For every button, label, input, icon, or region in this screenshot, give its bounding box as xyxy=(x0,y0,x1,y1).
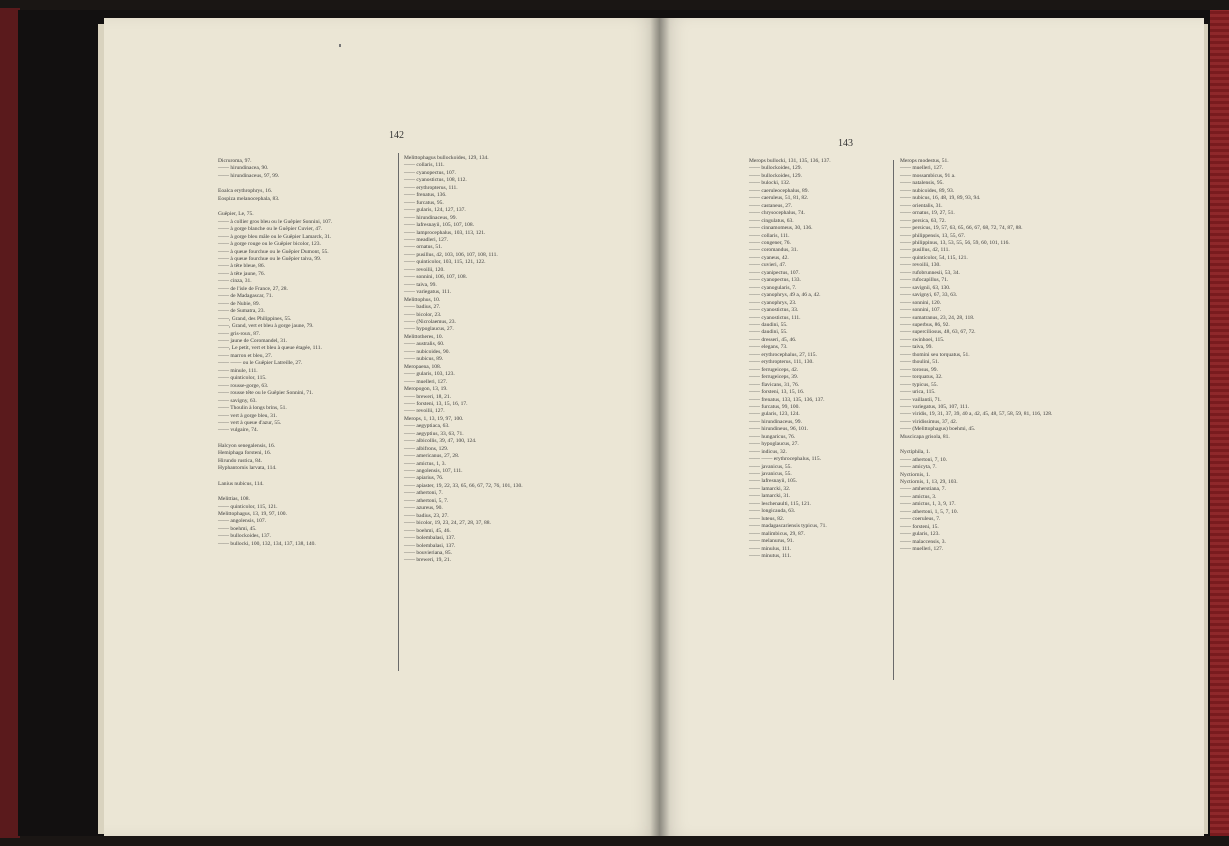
index-entry: Melittophagus, 13, 19, 97, 100. xyxy=(218,511,287,518)
index-entry: —— nubicoides, 89, 93. xyxy=(900,187,955,194)
index-entry: —— vert à gorge bleu, 31. xyxy=(218,412,278,419)
index-entry: ——, Grand, des Philippines, 55. xyxy=(218,315,292,322)
index-entry: —— cinza, 31. xyxy=(218,278,252,285)
index-entry: —— amictus, 1, 3. xyxy=(404,460,446,467)
paper-speck xyxy=(339,44,341,47)
index-entry: —— frenatus, 136. xyxy=(404,192,447,199)
index-entry: —— —— erythrocephalus, 115. xyxy=(749,456,822,463)
index-entry: —— hirundinacea, 90. xyxy=(218,165,269,172)
index-entry: —— athertoni, 7. xyxy=(404,490,443,497)
index-entry: —— à tête jaune, 76. xyxy=(218,270,266,277)
index-entry: —— luteus, 82. xyxy=(749,515,785,522)
index-entry: —— bicolor, 23. xyxy=(404,311,442,318)
index-entry: —— boehmi, 45, 46. xyxy=(404,527,451,534)
index-entry: —— vert à queue d'azur, 55. xyxy=(218,419,282,426)
index-entry: —— jaune de Coromandel, 31. xyxy=(218,337,288,344)
index-entry: —— —— ou le Guêpier Latreille, 27. xyxy=(218,360,303,367)
index-entry: —— torosus, 99. xyxy=(900,366,938,373)
index-entry: —— muelleri, 127. xyxy=(900,165,944,172)
index-entry: —— lamarcki, 31. xyxy=(749,493,791,500)
index-entry: —— rousse tête ou le Guêpier Sonnini, 71. xyxy=(218,390,314,397)
index-entry: —— forsteni, 13, 15, 16, 17. xyxy=(404,400,468,407)
index-entry: —— natalensis, 95. xyxy=(900,180,944,187)
index-entry: —— taiva, 99. xyxy=(900,344,933,351)
index-entry: —— americanus, 27, 28. xyxy=(404,453,460,460)
index-entry: —— swinhoei, 115. xyxy=(900,336,945,343)
index-entry: —— variegatus, 111. xyxy=(404,289,451,296)
index-entry: Eospiza melanocephala, 83. xyxy=(218,195,280,202)
index-entry: —— minutus, 111. xyxy=(749,553,792,560)
index-entry: —— à gorge rouge ou le Guêpier bicolor, 123. xyxy=(218,241,321,248)
index-entry: —— coromandus, 31. xyxy=(749,247,798,254)
index-entry: —— erythrocephalus, 27, 115. xyxy=(749,351,817,358)
index-entry: Nyctiphila, 1. xyxy=(900,449,931,456)
index-entry: —— ornatus, 51. xyxy=(404,244,443,251)
index-entry: —— athertoni, 1, 5, 7, 10. xyxy=(900,508,959,515)
index-entry: —— athertoni, 7, 10. xyxy=(900,456,948,463)
index-entry: —— philippensis, 13, 55, 67. xyxy=(900,232,966,239)
index-entry: —— thomini seu torquatus, 51. xyxy=(900,351,970,358)
index-entry: —— nubicoides, 90. xyxy=(404,348,450,355)
index-entry: Meropogon, 13, 19. xyxy=(404,386,448,393)
index-entry: —— gularis, 123. xyxy=(900,531,940,538)
index-entry: —— apiarius, 76. xyxy=(404,475,444,482)
index-entry: —— daudini, 55. xyxy=(749,329,788,336)
index-entry: —— revoilii, 127. xyxy=(404,408,445,415)
index-entry: Nyctiornis, 1, 13, 29, 103. xyxy=(900,479,958,486)
index-entry: —— nubicus, 16, 48, 19, 89, 93, 94. xyxy=(900,195,981,202)
index-entry: —— hungaricus, 76. xyxy=(749,433,796,440)
index-entry: —— erythropterus, 111. xyxy=(404,184,458,191)
index-entry: —— torquatus, 32. xyxy=(900,374,943,381)
index-entry: —— sonnini, 120. xyxy=(900,299,941,306)
index-entry: —— taiva, 99. xyxy=(404,281,437,288)
index-gap xyxy=(900,441,1052,449)
index-entry: —— pusillus, 42, 111. xyxy=(900,247,950,254)
index-entry: —— bicolor, 19, 23, 24, 27, 28, 37, 88. xyxy=(404,520,491,527)
index-entry: —— à queue fourchue ou le Guêpier Dumont, 55. xyxy=(218,248,329,255)
index-entry: —— chrysocephalus, 74. xyxy=(749,210,805,217)
index-entry: —— hirundinaceus, 99. xyxy=(404,214,457,221)
index-entry: —— gularis, 123, 124. xyxy=(749,411,800,418)
index-entry: —— (Nicrolaemus, 23. xyxy=(404,318,456,325)
index-entry: —— de l'isle de France, 27, 28. xyxy=(218,285,288,292)
index-entry: Melittias, 108. xyxy=(218,496,250,503)
index-entry: ——, Grand, vert et bleu à gorge jaune, 79. xyxy=(218,323,314,330)
index-entry: —— elegans, 73. xyxy=(749,344,788,351)
index-entry: —— mossambicus, 91 a. xyxy=(900,172,956,179)
index-entry: Meropaena, 108. xyxy=(404,363,442,370)
index-gap xyxy=(218,473,332,481)
index-entry: Hirundo rustica, 84. xyxy=(218,457,262,464)
index-entry: —— javanicus, 55. xyxy=(749,471,792,478)
index-entry: —— boehmi, 45. xyxy=(218,525,257,532)
index-entry: —— hypoglaucus, 27. xyxy=(404,326,454,333)
index-entry: —— indicus, 32. xyxy=(749,448,787,455)
index-entry: Nyctiornis, 1. xyxy=(900,471,931,478)
index-entry: —— furcatus, 95. xyxy=(404,199,444,206)
index-entry: —— marron et bleu, 27. xyxy=(218,352,273,359)
index-entry: —— variegatus, 105, 107, 111. xyxy=(900,403,969,410)
index-entry: Merops bullocki, 131, 135, 136, 137. xyxy=(749,158,831,164)
left-page xyxy=(104,18,660,836)
index-entry: —— persica, 63, 72. xyxy=(900,217,946,224)
index-entry: —— ferrugeiceps, 39. xyxy=(749,374,799,381)
index-entry: —— superciliosus, 48, 63, 67, 72. xyxy=(900,329,976,336)
index-entry: Merops modestus, 51. xyxy=(900,158,949,164)
index-entry: —— de Madagascar, 71. xyxy=(218,293,273,300)
index-entry: —— viridis, 19, 31, 37, 39, 40 a, 42, 45, 48, 57, 58, 59, 81, 116, 128. xyxy=(900,411,1053,418)
left-page-index-column-2 xyxy=(404,155,523,565)
index-entry: —— lafresnayii, 105, 107, 108. xyxy=(404,222,474,229)
index-entry: —— à tête bleue, 86. xyxy=(218,263,266,270)
index-entry: —— minule, 111. xyxy=(218,367,258,374)
index-entry: —— bullockoides, 129. xyxy=(749,165,802,172)
index-entry: —— orientalis, 31. xyxy=(900,202,943,209)
book-cover-left xyxy=(0,8,20,838)
index-entry: —— erythropterus, 111, 130. xyxy=(749,359,814,366)
index-entry: —— albicollis, 39, 47, 100, 124. xyxy=(404,438,477,445)
index-entry: —— ornatus, 19, 27, 51. xyxy=(900,210,955,217)
index-entry: —— gris-roux, 87. xyxy=(218,330,261,337)
index-entry: —— typicus, 55. xyxy=(900,381,938,388)
index-entry: —— persicus, 19, 57, 63, 65, 66, 67, 68, 72, 74, 87, 88. xyxy=(900,225,1023,232)
index-entry: —— badius, 23, 27. xyxy=(404,512,449,519)
index-entry: —— furcatus, 99, 100. xyxy=(749,403,800,410)
index-entry: —— hirundinaceus, 99. xyxy=(749,418,802,425)
index-entry: Lanius nubicus, 114. xyxy=(218,480,264,487)
index-entry: Melittotheres, 10. xyxy=(404,333,443,340)
index-gap xyxy=(218,488,332,496)
index-entry: —— aegyptius, 33, 63, 71. xyxy=(404,430,464,437)
column-rule xyxy=(893,160,894,680)
index-entry: —— badius, 27. xyxy=(404,304,441,311)
index-entry: —— cyanogularis, 7. xyxy=(749,284,797,291)
index-entry: —— lamarcki, 32. xyxy=(749,485,791,492)
index-entry: —— madagascariensis typicus, 71. xyxy=(749,523,827,530)
index-entry: —— bouvieriana, 85. xyxy=(404,550,452,557)
index-entry: —— bullockoides, 129. xyxy=(749,172,802,179)
index-entry: —— (Melittophagus) boehmi, 45. xyxy=(900,426,976,433)
index-entry: —— bulocki, 132. xyxy=(749,180,791,187)
index-entry: —— meadleri, 127. xyxy=(404,236,448,243)
index-entry: —— quinticolor, 115, 121. xyxy=(218,503,278,510)
index-entry: —— savignii, 63, 130. xyxy=(900,284,951,291)
index-entry: —— castaneus, 27. xyxy=(749,202,793,209)
column-rule xyxy=(398,153,399,671)
index-entry: Guêpier, Le, 75. xyxy=(218,211,254,218)
index-entry: —— angolensis, 107. xyxy=(218,518,266,525)
index-entry: —— congener, 76. xyxy=(749,239,791,246)
index-entry: —— cyanophrys, 23. xyxy=(749,299,797,306)
index-entry: —— sumatranus, 23, 24, 28, 118. xyxy=(900,314,975,321)
index-gap xyxy=(218,435,332,443)
index-entry: —— cyanopectus, 133. xyxy=(749,277,801,284)
index-entry: —— caeruleocephalus, 89. xyxy=(749,187,809,194)
index-entry: —— bolembalasi, 137. xyxy=(404,535,456,542)
index-entry: —— revoilii, 120. xyxy=(404,266,445,273)
index-gap xyxy=(218,180,332,188)
index-entry: —— flavicans, 31, 76. xyxy=(749,381,800,388)
index-entry: Melittophus, 10. xyxy=(404,296,441,303)
index-entry: —— daudini, 55. xyxy=(749,321,788,328)
index-entry: Melittophagus bullockoides, 129, 134. xyxy=(404,155,489,161)
index-entry: —— à collier gros bleu ou le Guêpier Sonnini, 107. xyxy=(218,218,333,225)
index-entry: —— azureus, 90. xyxy=(404,505,443,512)
index-entry: Dicruroma, 97. xyxy=(218,158,252,164)
index-gap xyxy=(218,203,332,211)
index-entry: —— quinticolor, 54, 115, 121. xyxy=(900,254,968,261)
index-entry: —— collaris, 111. xyxy=(749,232,790,239)
index-entry: —— vaillantii, 71. xyxy=(900,396,942,403)
index-entry: —— australis, 60. xyxy=(404,341,445,348)
index-entry: —— amictus, 1, 3, 9, 17. xyxy=(900,501,956,508)
index-entry: —— malaccensis, 3. xyxy=(900,538,946,545)
index-entry: —— quinticolor, 115. xyxy=(218,375,267,382)
index-entry: —— quinticolor, 103, 115, 121, 122. xyxy=(404,259,486,266)
index-entry: —— coeruleus, 7. xyxy=(900,516,941,523)
index-entry: —— forsteni, 15. xyxy=(900,523,939,530)
index-entry: —— sonnini, 106, 107, 108. xyxy=(404,274,467,281)
index-entry: —— rufocapillus, 71. xyxy=(900,277,949,284)
index-entry: ——, Le petit, vert et bleu à queue étagée, 111. xyxy=(218,345,322,352)
right-page-index-column-1 xyxy=(749,158,831,560)
index-entry: —— à gorge blanche ou le Guêpier Cuvier, 47. xyxy=(218,226,323,233)
index-entry: —— superbus, 86, 92. xyxy=(900,321,950,328)
left-page-number: 142 xyxy=(389,130,404,141)
index-entry: —— leschenaulti, 115, 121. xyxy=(749,500,811,507)
index-entry: —— thoulini, 51. xyxy=(900,359,940,366)
right-page-number: 143 xyxy=(838,138,853,149)
index-entry: —— gularis, 103, 123. xyxy=(404,371,455,378)
index-entry: —— minulus, 111. xyxy=(749,545,792,552)
index-entry: —— dresseri, 45, 46. xyxy=(749,336,797,343)
index-entry: —— forsteni, 13, 15, 16. xyxy=(749,389,805,396)
index-entry: —— urica, 115. xyxy=(900,389,936,396)
index-entry: —— hirundinaceus, 97, 99. xyxy=(218,172,280,179)
index-entry: Merops, 1, 13, 19, 97, 100. xyxy=(404,415,464,422)
index-entry: —— sonnini, 107. xyxy=(900,307,941,314)
index-entry: —— pusillus, 42, 103, 106, 107, 108, 111. xyxy=(404,251,498,258)
book-gutter xyxy=(650,18,670,836)
index-entry: —— longicauda, 63. xyxy=(749,508,796,515)
index-entry: —— amherstiana, 7. xyxy=(900,486,946,493)
index-entry: —— angolensis, 107, 111. xyxy=(404,468,463,475)
index-entry: —— cingulatus, 63. xyxy=(749,217,794,224)
index-entry: —— cyanipectus, 107. xyxy=(749,269,800,276)
index-entry: —— muelleri, 127. xyxy=(900,546,944,553)
index-entry: —— cyanostictus, 111. xyxy=(749,314,801,321)
index-entry: —— cyanostictus, 33. xyxy=(749,307,799,314)
index-entry: —— hypoglaucus, 27. xyxy=(749,441,799,448)
index-entry: —— cinnamomeus, 30, 136. xyxy=(749,225,813,232)
index-entry: —— bullocki, 100, 132, 134, 137, 138, 140. xyxy=(218,540,316,547)
index-entry: —— bullockoides, 137. xyxy=(218,533,271,540)
index-entry: —— Thoulin à longs brins, 51. xyxy=(218,405,287,412)
index-entry: —— lamprocephalus, 103, 113, 121. xyxy=(404,229,486,236)
index-entry: —— muelleri, 127. xyxy=(404,378,448,385)
index-entry: Muscicapa grisola, 81. xyxy=(900,433,950,440)
left-page-index-column-1 xyxy=(218,158,332,548)
index-entry: —— frenatus, 133, 135, 136, 137. xyxy=(749,396,825,403)
right-page-index-column-2 xyxy=(900,158,1052,554)
index-entry: —— apiaster, 19, 22, 33, 65, 66, 67, 72, 76, 101, 130. xyxy=(404,482,523,489)
index-entry: —— melanurus, 91. xyxy=(749,538,794,545)
index-entry: —— lafresnayii, 105. xyxy=(749,478,797,485)
index-entry: —— athertoni, 5, 7. xyxy=(404,497,449,504)
index-entry: —— bolembalasi, 137. xyxy=(404,542,456,549)
index-entry: —— rufobrunnesii, 53, 34. xyxy=(900,269,960,276)
index-entry: —— savigny, 63. xyxy=(218,397,257,404)
index-entry: —— ferrugeiceps, 42. xyxy=(749,366,799,373)
index-entry: —— hirundineus, 96, 101. xyxy=(749,426,808,433)
index-entry: —— savignyi, 67, 33, 63. xyxy=(900,292,958,299)
index-entry: —— amictus, 3. xyxy=(900,493,937,500)
index-entry: —— à gorge bleu mâle ou le Guêpier Lamarck, 31. xyxy=(218,233,332,240)
index-entry: —— à queue fourchue ou le Guêpier taiva, 99. xyxy=(218,255,322,262)
index-entry: —— malimbicus, 29, 87. xyxy=(749,530,805,537)
index-entry: —— breweri, 18, 21. xyxy=(404,393,452,400)
index-entry: —— revoilii, 130. xyxy=(900,262,941,269)
index-entry: —— de Nubie, 89. xyxy=(218,300,261,307)
index-entry: —— cyanostictus, 108, 112. xyxy=(404,177,467,184)
index-entry: —— cyanopectus, 107. xyxy=(404,169,456,176)
index-entry: —— cyaneus, 42. xyxy=(749,254,789,261)
index-entry: —— cyanophrys, 49 a, 46 a, 42. xyxy=(749,292,821,299)
index-entry: —— javanicus, 55. xyxy=(749,463,792,470)
index-entry: Halcyon senegalensis, 16. xyxy=(218,442,276,449)
index-entry: —— breweri, 19, 21. xyxy=(404,557,452,564)
index-entry: —— rousse-gorge, 63. xyxy=(218,382,269,389)
index-entry: —— nubicus, 89. xyxy=(404,356,444,363)
index-entry: —— albifrons, 129. xyxy=(404,445,449,452)
index-entry: —— de Sumatra, 23. xyxy=(218,308,265,315)
index-entry: —— caeruleus, 51, 81, 82. xyxy=(749,195,809,202)
index-entry: —— philippinus, 13, 53, 55, 56, 59, 60, 101, 116. xyxy=(900,239,1010,246)
index-entry: Hemiphaga forsteni, 16. xyxy=(218,450,272,457)
index-entry: —— aegyptiaca, 63. xyxy=(404,423,450,430)
index-entry: —— collaris, 111. xyxy=(404,162,445,169)
index-entry: Hyphantornis larvata, 114. xyxy=(218,465,277,472)
index-entry: —— gularis, 124, 127, 137. xyxy=(404,207,466,214)
index-entry: —— vulgaire, 74. xyxy=(218,427,259,434)
index-entry: —— viridissimus, 37, 42. xyxy=(900,418,958,425)
index-entry: Eoalca erythrophrys, 16. xyxy=(218,188,273,195)
index-entry: —— cuvieri, 47. xyxy=(749,262,787,269)
index-entry: —— amicyta, 7. xyxy=(900,464,937,471)
